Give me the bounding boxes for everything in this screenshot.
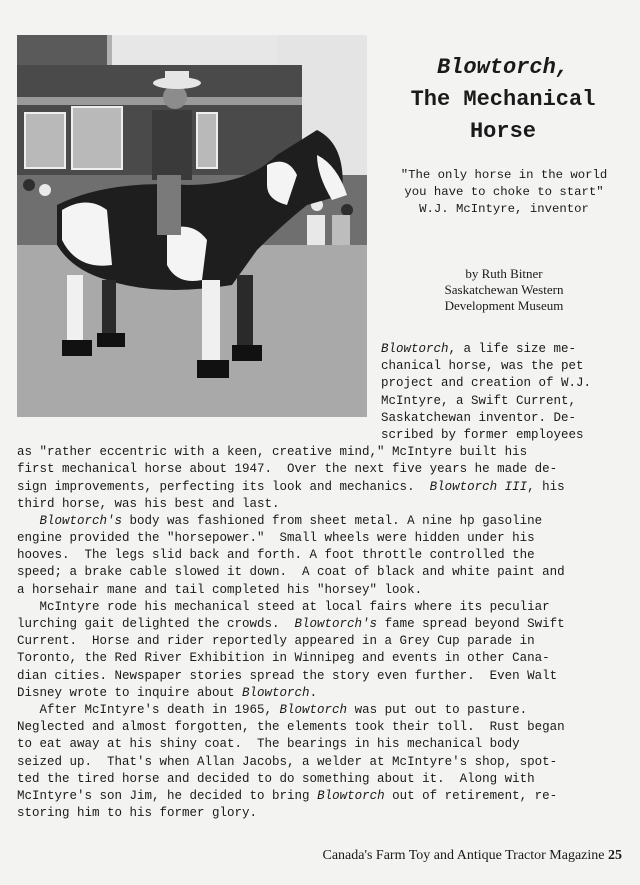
body-line [17,410,623,427]
quote-line-2: you have to choke to start" [404,185,604,199]
quote-line-1: "The only horse in the world [400,168,608,182]
body-line [17,496,623,513]
body-line [17,358,623,375]
body-text-segment: Current. Horse and rider reportedly appeared in a Grey Cup parade in [17,634,535,649]
body-text-segment: Toronto, the Red River Exhibition in Winnipeg and events in other Cana- [17,651,550,666]
body-text-segment: project and creation of W.J. [381,376,592,391]
body-line [17,547,623,564]
body-line [17,650,623,667]
byline [372,266,636,314]
body-line [17,427,623,444]
body-line [17,444,623,461]
body-text-segment: storing him to his former glory. [17,806,258,821]
body-line [17,341,623,358]
italic-title-segment: Blowtorch [317,788,385,803]
body-text-segment: to eat away at his shiny coat. The bearings in his mechanical body [17,737,520,752]
body-text-segment: scribed by former employees [381,427,584,442]
body-text-segment: out of retirement, re- [384,788,558,803]
italic-title-segment: Blowtorch [279,702,348,717]
body-text-segment: . [309,685,318,700]
body-text-segment: speed; a brake cable slowed it down. A coat of black and white paint and [17,565,565,580]
body-text-segment: McIntyre, a Swift Current, [381,393,577,408]
byline-org-line-1: Saskatchewan Western [444,282,564,297]
body-text-segment: , his [527,479,565,494]
body-line [17,771,623,788]
title-line-3: Horse [469,119,536,144]
body-text-segment: first mechanical horse about 1947. Over the next five years he made de- [17,462,558,477]
body-text-segment: ted the tired horse and decided to do something about it. Along with [17,771,535,786]
body-line [17,582,623,599]
body-text-segment: Saskatchewan inventor. De- [381,410,577,425]
body-text-segment: , a life size me- [448,342,577,356]
italic-title-segment: Blowtorch III [429,479,528,494]
body-line [17,736,623,753]
body-line [17,530,623,547]
body-text-segment: sign improvements, perfecting its look and mechanics. [17,479,430,494]
body-text-segment: After McIntyre's death in 1965, [17,702,280,717]
body-line [17,685,623,702]
article-title [372,52,634,148]
body-text-segment: as "rather eccentric with a keen, creative mind," McIntyre built his [17,445,528,460]
body-line [17,633,623,650]
body-line [17,719,623,736]
body-text-segment: McIntyre rode his mechanical steed at local fairs where its peculiar [17,599,550,614]
title-line-1: Blowtorch, [436,55,570,80]
body-text-segment: a horsehair mane and tail completed his "horsey" look. [17,582,423,597]
body-text-segment: fame spread beyond Swift [377,617,565,631]
body-line [17,668,623,685]
body-line [17,564,623,581]
body-text-segment: Disney wrote to inquire about [17,685,243,700]
body-line [17,788,623,805]
body-line [17,479,623,496]
body-line [17,702,623,719]
body-text-segment: body was fashioned from sheet metal. A nine hp gasoline [122,513,543,528]
body-text-segment: McIntyre's son Jim, he decided to bring [17,788,318,803]
body-line [17,599,623,616]
quote-attribution: W.J. McIntyre, inventor [419,202,589,216]
byline-org-line-2: Development Museum [444,298,564,313]
magazine-name: Canada's Farm Toy and Antique Tractor Magazine [322,848,605,863]
byline-author: by Ruth Bitner [465,266,543,281]
body-text-segment: chanical horse, was the pet [381,359,584,374]
page-number: 25 [608,848,622,863]
italic-title-segment: Blowtorch [381,342,449,356]
body-text-segment: Neglected and almost forgotten, the elements took their toll. Rust began [17,720,565,735]
page-footer [322,848,622,864]
body-text-segment [17,514,40,528]
body-text-segment: seized up. That's when Allan Jacobs, a welder at McIntyre's shop, spot- [17,754,558,769]
body-line [17,393,623,410]
body-text-segment: third horse, was his best and last. [17,496,280,511]
body-line [17,805,623,822]
body-text-segment: lurching gait delighted the crowds. [17,617,295,631]
body-text-segment: dian cities. Newspaper stories spread the story even further. Even Walt [17,668,558,683]
italic-title-segment: Blowtorch [242,685,310,700]
body-text-segment: engine provided the "horsepower." Small wheels were hidden under his [17,531,535,546]
title-line-2: The Mechanical [410,87,596,112]
body-line [17,513,623,530]
italic-title-segment: Blowtorch's [294,617,378,631]
body-line [17,375,623,392]
body-line [17,754,623,771]
body-text-segment: was put out to pasture. [347,702,528,717]
body-text-segment: hooves. The legs slid back and forth. A foot throttle controlled the [17,548,535,563]
italic-title-segment: Blowtorch's [39,513,123,528]
article-body [17,341,623,822]
body-line [17,461,623,478]
pull-quote [372,167,636,218]
body-line [17,616,623,633]
